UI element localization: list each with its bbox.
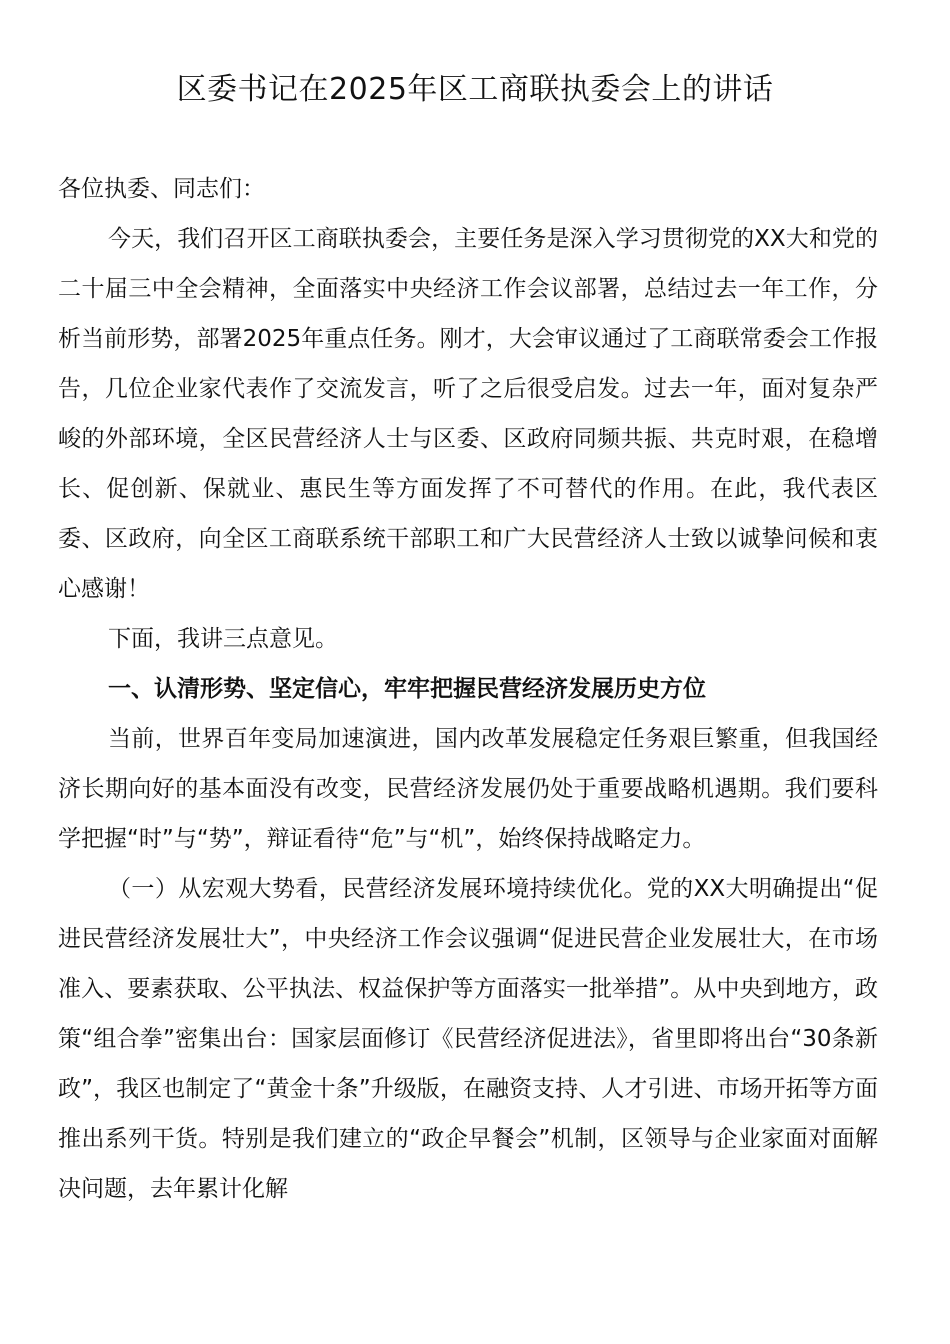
transition-paragraph: 下面，我讲三点意见。	[108, 626, 338, 652]
section1-subsection-paragraph: （一）从宏观大势看，民营经济发展环境持续优化。党的XX大明确提出“促进民营经济发展壮大”，中央经济工作会议强调“促进民营企业发展壮大，在市场准入、要素获取、公平执法、权益保护等方面落实一批举措”。从中央到地方，政策“组合拳”密集出台：国家层面修订《民营经济促进法》，省里即将出台“30条新政”，我区也制定了“黄金十条”升级版，在融资支持、人才引进、市场开拓等方面推出系列干货。特别是我们建立的“政企早餐会”机制，区领导与企业家面对面解决问题，去年累计化解	[58, 876, 878, 1202]
document-body	[58, 164, 878, 1214]
section-heading-1: 一、认清形势、坚定信心，牢牢把握民营经济发展历史方位	[108, 676, 706, 702]
document-title: 区委书记在2025年区工商联执委会上的讲话	[176, 72, 774, 107]
opening-paragraph: 今天，我们召开区工商联执委会，主要任务是深入学习贯彻党的XX大和党的二十届三中全会精神，全面落实中央经济工作会议部署，总结过去一年工作，分析当前形势，部署2025年重点任务。刚才，大会审议通过了工商联常委会工作报告，几位企业家代表作了交流发言，听了之后很受启发。过去一年，面对复杂严峻的外部环境，全区民营经济人士与区委、区政府同频共振、共克时艰，在稳增长、促创新、保就业、惠民生等方面发挥了不可替代的作用。在此，我代表区委、区政府，向全区工商联系统干部职工和广大民营经济人士致以诚挚问候和衷心感谢！	[58, 226, 878, 602]
salutation: 各位执委、同志们：	[58, 176, 265, 202]
section1-paragraph: 当前，世界百年变局加速演进，国内改革发展稳定任务艰巨繁重，但我国经济长期向好的基本面没有改变，民营经济发展仍处于重要战略机遇期。我们要科学把握“时”与“势”，辩证看待“危”与“机”，始终保持战略定力。	[58, 726, 878, 852]
